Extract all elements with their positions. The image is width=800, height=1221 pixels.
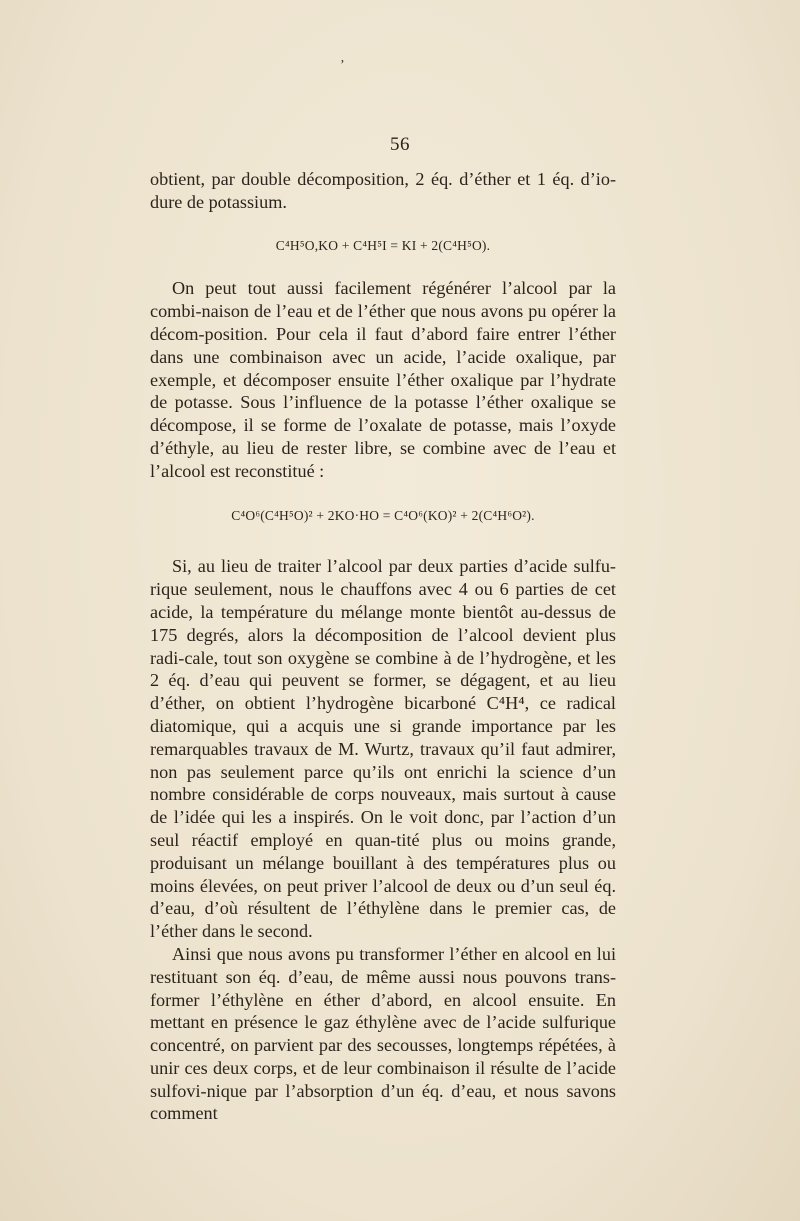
paragraph-ethylene: Ainsi que nous avons pu transformer l’éther en alcool en lui restituant son éq. d’eau, de même aussi nous pouvons trans-former l’éthylène en éther d’abord, en alcool ensuite. En mettant en présence le gaz éthylène avec de l’acide sulfurique concentré, on parvient par des secousses, longtemps répétées, à unir ces deux corps, et de leur combinaison il résulte de l’acide sulfovi-nique par l’absorption d’un éq. d’eau, et nous savons comment	[150, 943, 616, 1124]
paragraph-sulfuric-acid: Si, au lieu de traiter l’alcool par deux parties d’acide sulfu-rique seulement, nous le chauffons avec 4 ou 6 parties de cet acide, la température du mélange monte bientôt au-dessus de 175 degrés, alors la décomposition de l’alcool devient plus radi-cale, tout son oxygène se combine à de l’hydrogène, et les 2 éq. d’eau qui peuvent se former, se dégagent, et au lieu d’éther, on obtient l’hydrogène bicarboné C⁴H⁴, ce radical diatomique, qui a acquis une si grande importance par les remarquables travaux de M. Wurtz, travaux qu’il faut admirer, non pas seulement parce qu’ils ont enrichi la science d’un nombre considérable de corps nouveaux, mais surtout à cause de l’idée qui les a inspirés. On le voit donc, par l’action d’un seul réactif employé en quan-tité plus ou moins grande, produisant un mélange bouillant à des températures plus ou moins élevées, on peut priver l’alcool de deux ou d’un seul éq. d’eau, d’où résultent de l’éthylène dans le premier cas, de l’éther dans le second.	[150, 556, 616, 942]
paragraph-regeneration: On peut tout aussi facilement régénérer l’alcool par la combi-naison de l’eau et de l’éther que nous avons pu opérer la décom-position. Pour cela il faut d’abord faire entrer l’éther dans une combinaison avec un acide, l’acide oxalique, par exemple, et décomposer ensuite l’éther oxalique par l’hydrate de potasse. Sous l’influence de la potasse l’éther oxalique se décompose, il se forme de l’oxalate de potasse, mais l’oxyde d’éthyle, au lieu de rester libre, se combine avec de l’eau et l’alcool est reconstitué :	[150, 278, 616, 481]
page-body	[150, 168, 616, 1125]
formula-potassium-ethylate: C⁴H⁵O,KO + C⁴H⁵I = KI + 2(C⁴H⁵O).	[275, 237, 491, 253]
formula-oxalic-ether: C⁴O⁶(C⁴H⁵O)² + 2KO·HO = C⁴O⁶(KO)² + 2(C⁴H⁶O²).	[231, 507, 535, 523]
page-number: 56	[390, 134, 410, 155]
stray-mark: ’	[340, 58, 345, 73]
intro-paragraph: obtient, par double décomposition, 2 éq. d’éther et 1 éq. d’io-dure de potassium.	[150, 169, 616, 212]
